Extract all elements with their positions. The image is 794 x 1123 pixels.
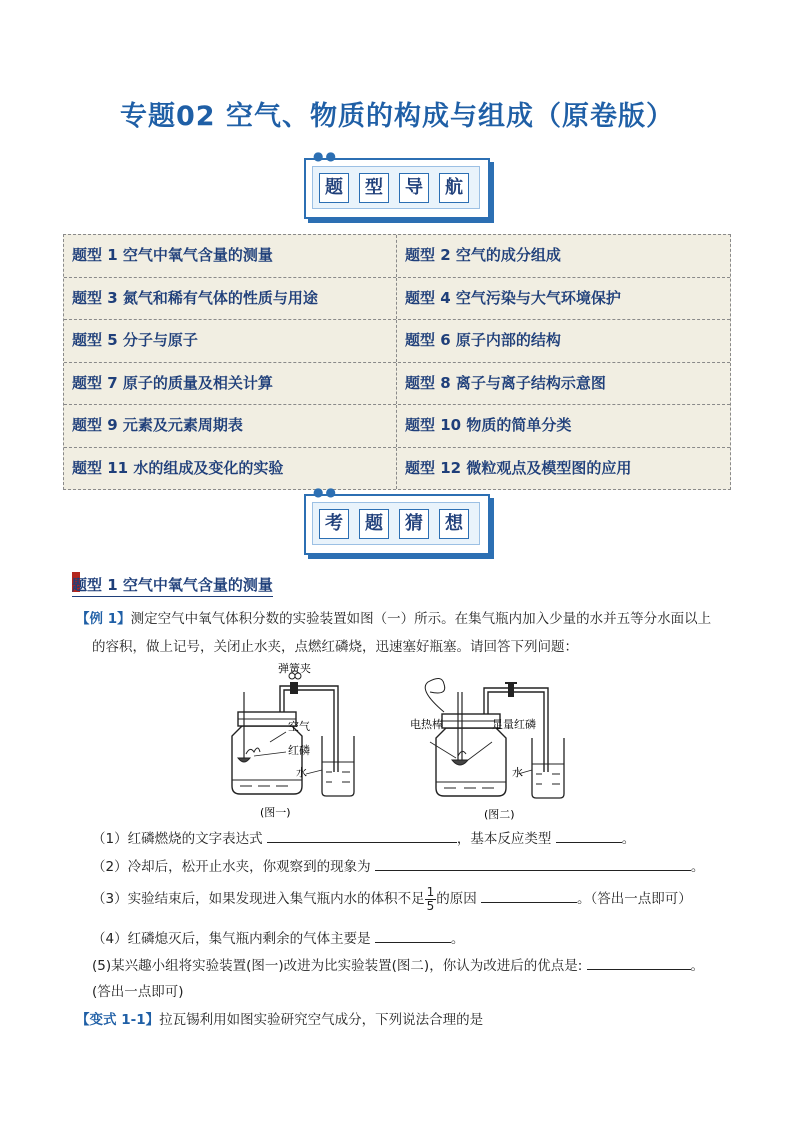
banner-char: 题 <box>319 173 349 203</box>
question-4 <box>92 928 752 950</box>
q4-blank[interactable] <box>375 928 451 943</box>
q2-end: 。 <box>690 859 705 875</box>
fig2-phos-label: 足量红磷 <box>492 718 536 731</box>
q1-text: （1）红磷燃烧的文字表达式 <box>92 831 263 847</box>
nav-item[interactable]: 题型 12 微粒观点及模型图的应用 <box>405 458 632 477</box>
banner-char: 航 <box>439 173 469 203</box>
banner-char: 题 <box>359 509 389 539</box>
fig2-heater-label: 电热棒 <box>410 718 443 731</box>
pin-icon: ●● <box>313 149 338 163</box>
nav-item[interactable]: 题型 3 氮气和稀有气体的性质与用途 <box>64 278 397 320</box>
apparatus-figure-2 <box>408 672 580 822</box>
q3-text-2: 的原因 <box>436 891 477 907</box>
nav-item[interactable]: 题型 1 空气中氧气含量的测量 <box>64 235 397 277</box>
fig1-water-label: 水 <box>296 766 307 779</box>
fig2-caption: (图二) <box>484 808 515 821</box>
example-text-line1: 测定空气中氧气体积分数的实验装置如图（一）所示。在集气瓶内加入少量的水并五等分水面以上 <box>130 611 712 627</box>
banner-char: 猜 <box>399 509 429 539</box>
nav-item[interactable]: 题型 6 原子内部的结构 <box>405 331 561 349</box>
fig1-caption: (图一) <box>260 806 291 819</box>
pin-icon: ●● <box>313 485 338 499</box>
question-3 <box>92 884 752 914</box>
section-banner-exam-prediction <box>304 485 490 554</box>
banner-char: 导 <box>399 173 429 203</box>
question-5-note: (答出一点即可) <box>92 984 184 1000</box>
q1-blank-2[interactable] <box>556 828 622 843</box>
table-row <box>64 363 730 406</box>
q5-text: (5)某兴趣小组将实验装置(图一)改进为比实验装置(图二)，你认为改进后的优点是: <box>92 958 583 974</box>
table-row <box>64 235 730 278</box>
section-heading: 题型 1 空气中氧气含量的测量 <box>72 574 273 597</box>
banner-char: 考 <box>319 509 349 539</box>
q2-blank[interactable] <box>375 856 691 871</box>
nav-item[interactable]: 题型 11 水的组成及变化的实验 <box>64 448 397 490</box>
example-label: 【例 1】 <box>76 611 131 627</box>
page-title: 专题02 空气、物质的构成与组成（原卷版） <box>120 101 674 132</box>
q4-end: 。 <box>450 931 465 947</box>
q2-text: （2）冷却后，松开止水夹，你观察到的现象为 <box>92 859 371 875</box>
fraction-one-fifth: $\frac{1}{5}$ <box>426 884 435 913</box>
variant-label: 【变式 1-1】 <box>76 1012 160 1028</box>
section-banner-question-types <box>304 149 490 218</box>
question-type-table <box>63 234 731 490</box>
banner-char: 想 <box>439 509 469 539</box>
fig1-phos-label: 红磷 <box>288 744 310 757</box>
example-1-intro-cont: 的容积，做上记号，关闭止水夹，点燃红磷烧，迅速塞好瓶塞。请回答下列问题： <box>92 639 578 655</box>
table-row <box>64 405 730 448</box>
table-row <box>64 278 730 321</box>
nav-item[interactable]: 题型 10 物质的简单分类 <box>405 416 572 434</box>
fig1-air-label: 空气 <box>288 720 310 733</box>
nav-item[interactable]: 题型 4 空气污染与大气环境保护 <box>405 288 621 307</box>
nav-item[interactable]: 题型 8 离子与离子结构示意图 <box>405 373 606 392</box>
apparatus-figure-1 <box>210 662 360 820</box>
q1-blank-1[interactable] <box>267 828 457 843</box>
question-5 <box>92 955 772 977</box>
question-1 <box>92 828 752 850</box>
variant-text: 拉瓦锡利用如图实验研究空气成分，下列说法合理的是 <box>159 1012 484 1028</box>
nav-item[interactable]: 题型 5 分子与原子 <box>64 320 397 362</box>
q4-text: （4）红磷熄灭后，集气瓶内剩余的气体主要是 <box>92 931 371 947</box>
q3-blank[interactable] <box>481 888 577 903</box>
q5-end: 。 <box>690 958 705 974</box>
nav-item[interactable]: 题型 2 空气的成分组成 <box>405 246 561 264</box>
q3-text: （3）实验结束后，如果发现进入集气瓶内水的体积不足 <box>92 891 425 907</box>
q1-end: 。 <box>621 831 636 847</box>
table-row <box>64 448 730 490</box>
fig1-clip-label: 弹簧夹 <box>278 662 311 675</box>
variant-1-1 <box>76 1009 736 1031</box>
q5-blank[interactable] <box>587 955 691 970</box>
example-1-intro <box>76 608 736 630</box>
table-row <box>64 320 730 363</box>
banner-char: 型 <box>359 173 389 203</box>
question-2 <box>92 856 752 878</box>
nav-item[interactable]: 题型 7 原子的质量及相关计算 <box>64 363 397 405</box>
q1-text-2: ，基本反应类型 <box>456 831 552 847</box>
q3-end: 。（答出一点即可） <box>577 891 692 907</box>
fig2-water-label: 水 <box>512 766 523 779</box>
nav-item[interactable]: 题型 9 元素及元素周期表 <box>64 405 397 447</box>
